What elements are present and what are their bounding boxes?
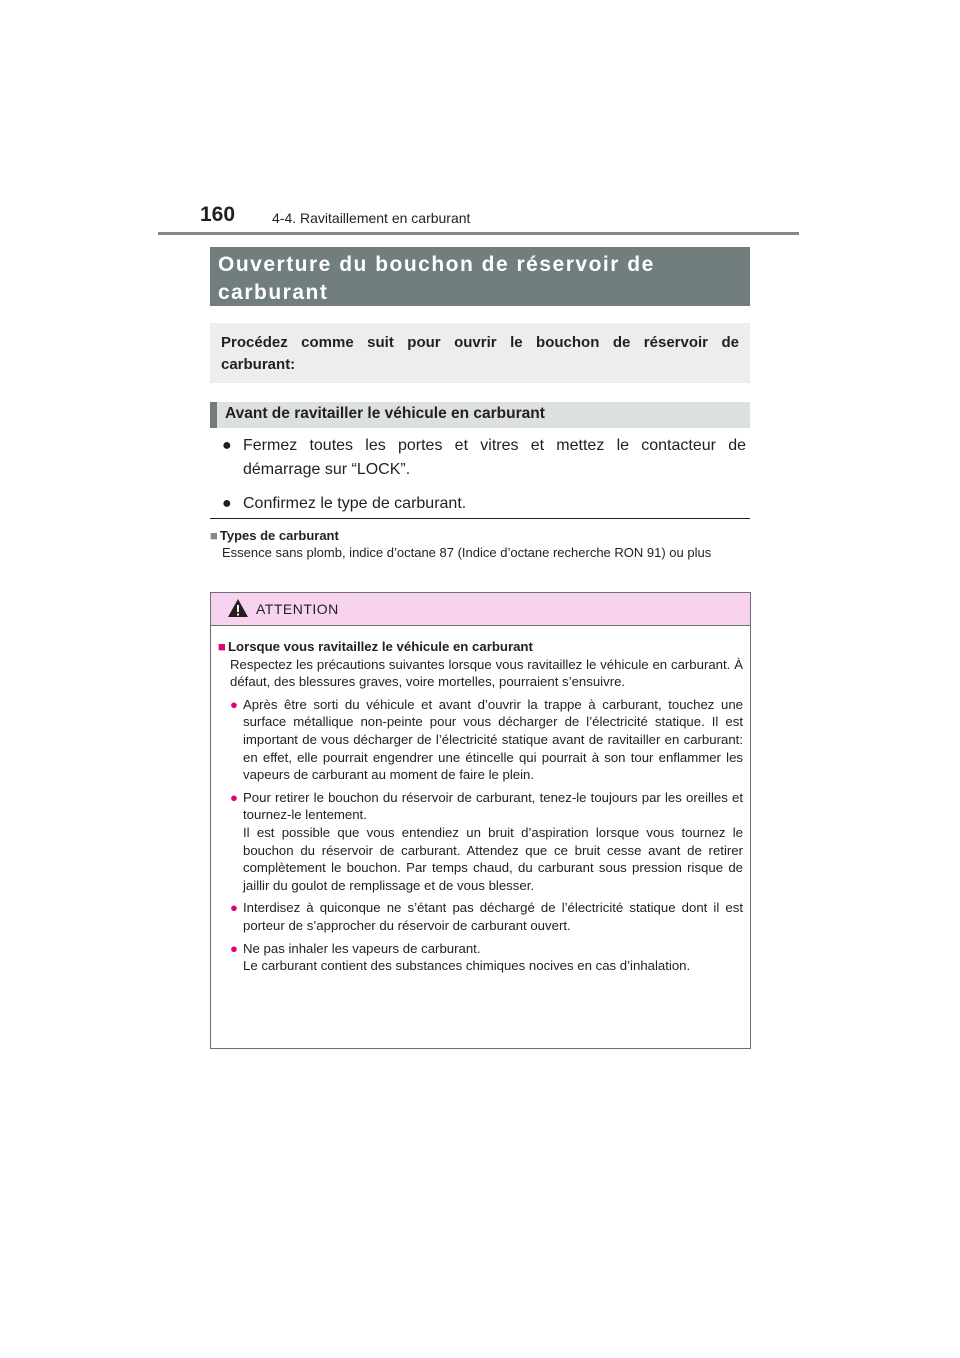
attention-label: ATTENTION (256, 601, 339, 617)
attention-body (211, 626, 750, 975)
bullet-text: Confirmez le type de carburant. (243, 495, 467, 512)
divider (210, 518, 750, 519)
fuel-types-title: Types de carburant (219, 528, 339, 543)
page-number: 160 (200, 203, 236, 226)
fuel-types-heading (210, 527, 746, 544)
list-item (218, 789, 743, 895)
subsection-title: Avant de ravitailler le véhicule en carburant (210, 402, 750, 428)
bullet-list (222, 434, 746, 526)
attention-header (211, 593, 750, 626)
list-item (222, 434, 746, 482)
bullet-icon: ● (230, 940, 238, 956)
intro-text: Procédez comme suit pour ouvrir le bouchon de réservoir de carburant: (221, 334, 739, 373)
list-item (218, 696, 743, 784)
attention-title: Lorsque vous ravitaillez le véhicule en carburant (227, 639, 533, 654)
item-text-continued: Il est possible que vous entendiez un bruit d’aspiration lorsque vous tournez le bouchon du réservoir de carburant. Attendez que ce bruit cesse avant de retirer complètement le bouchon. Par temps chaud, du carburant sous pression risque de jaillir du goulot de remplissage et de vous blesser. (243, 824, 743, 893)
attention-heading (218, 638, 743, 656)
bullet-icon: ● (222, 495, 232, 512)
square-bullet-icon: ■ (210, 528, 218, 543)
page-title: Ouverture du bouchon de réservoir de carburant (210, 247, 750, 306)
attention-intro: Respectez les précautions suivantes lorsque vous ravitaillez le véhicule en carburant. À défaut, des blessures graves, voire mortelles, pourraient s’ensuivre. (230, 656, 743, 690)
bullet-icon: ● (230, 789, 238, 805)
list-item (222, 492, 746, 516)
item-text: Interdisez à quiconque ne s’étant pas déchargé de l’électricité statique dont il est porteur de s’approcher du réservoir de carburant ouvert. (243, 900, 743, 933)
bullet-icon: ● (230, 900, 238, 916)
header-rule (158, 232, 799, 235)
item-text: Après être sorti du véhicule et avant d’ouvrir la trappe à carburant, touchez une surface métallique non-peinte pour vous décharger de l’électricité statique. Il est important de vous décharger de l’électricité statique avant de ravitailler en carburant: en effet, elle pourrait engendrer une étincelle qui pourrait à son tour enflammer les vapeurs de carburant au moment de faire le plein. (243, 696, 743, 783)
bullet-icon: ● (222, 437, 232, 454)
square-bullet-icon: ■ (218, 639, 226, 654)
intro-box (210, 323, 750, 383)
bullet-icon: ● (230, 696, 238, 712)
list-item (218, 899, 743, 934)
fuel-types-section (210, 527, 746, 561)
bullet-text: Fermez toutes les portes et vitres et mettez le contacteur de démarrage sur “LOCK”. (243, 437, 746, 478)
warning-icon (227, 598, 249, 618)
list-item (218, 940, 743, 975)
attention-box (210, 592, 751, 1049)
section-label: 4-4. Ravitaillement en carburant (272, 210, 471, 226)
item-text-continued: Le carburant contient des substances chimiques nocives en cas d’inhalation. (243, 958, 691, 974)
item-text: Ne pas inhaler les vapeurs de carburant. (243, 940, 481, 956)
fuel-types-text: Essence sans plomb, indice d’octane 87 (Indice d’octane recherche RON 91) ou plus (222, 545, 712, 560)
item-text: Pour retirer le bouchon du réservoir de carburant, tenez-le toujours par les oreilles et tournez-le lentement. (243, 789, 743, 823)
